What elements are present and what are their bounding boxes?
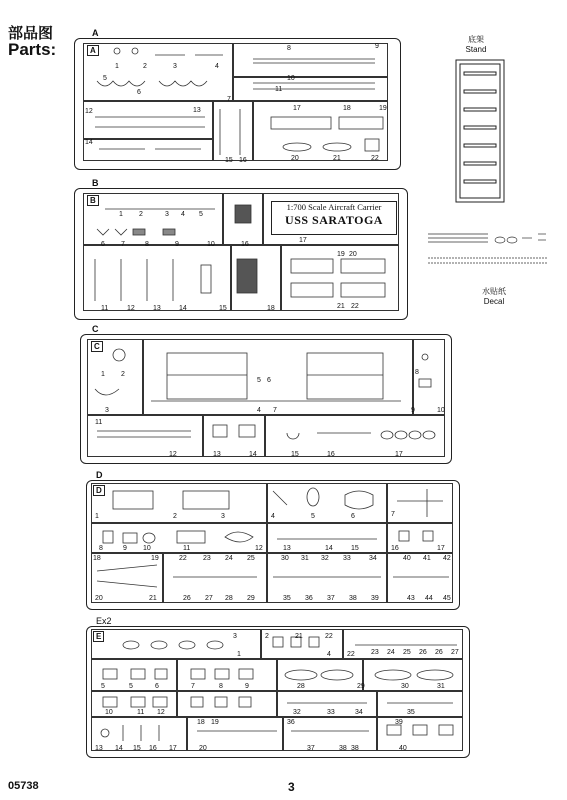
part-number: 2 (139, 211, 143, 218)
part-number: 3 (165, 211, 169, 218)
part-number: 9 (411, 407, 415, 414)
part-number: 41 (423, 555, 431, 562)
sprue-e-drawing (87, 627, 469, 757)
part-number: 18 (343, 105, 351, 112)
part-number: 6 (137, 89, 141, 96)
part-number: 17 (169, 745, 177, 752)
product-code: 05738 (8, 780, 39, 792)
part-number: 3 (105, 407, 109, 414)
part-number: 33 (343, 555, 351, 562)
part-number: 39 (371, 595, 379, 602)
part-number: 34 (355, 709, 363, 716)
part-number: 32 (321, 555, 329, 562)
stand-drawing (454, 58, 514, 208)
part-number: 25 (403, 649, 411, 656)
part-number: 5 (101, 683, 105, 690)
part-number: 14 (249, 451, 257, 458)
sprue-a-corner: A (87, 45, 99, 56)
part-number: 36 (305, 595, 313, 602)
part-number: 5 (129, 683, 133, 690)
sprue-e-multiplier: Ex2 (96, 616, 112, 626)
part-number: 38 (339, 745, 347, 752)
part-number: 22 (347, 651, 355, 658)
part-number: 13 (283, 545, 291, 552)
part-number: 20 (199, 745, 207, 752)
part-number: 15 (225, 157, 233, 164)
part-number: 44 (425, 595, 433, 602)
part-number: 19 (379, 105, 387, 112)
part-number: 16 (327, 451, 335, 458)
part-number: 4 (181, 211, 185, 218)
sprue-b-corner: B (87, 195, 99, 206)
part-number: 16 (391, 545, 399, 552)
part-number: 7 (191, 683, 195, 690)
sprue-a-drawing (75, 39, 400, 169)
part-number: 15 (351, 545, 359, 552)
part-number: 23 (371, 649, 379, 656)
part-number: 12 (169, 451, 177, 458)
plate-scale-text: 1:700 Scale Aircraft Carrier (286, 202, 382, 212)
part-number: 7 (391, 511, 395, 518)
part-number: 27 (205, 595, 213, 602)
sprue-e-frame (86, 626, 470, 758)
sprue-c-drawing (81, 335, 451, 463)
part-number: 9 (375, 43, 379, 50)
part-number: 10 (105, 709, 113, 716)
part-number: 35 (407, 709, 415, 716)
part-number: 38 (351, 745, 359, 752)
part-number: 29 (247, 595, 255, 602)
part-number: 20 (291, 155, 299, 162)
part-number: 9 (123, 545, 127, 552)
part-number: 25 (247, 555, 255, 562)
part-number: 17 (437, 545, 445, 552)
part-number: 10 (437, 407, 445, 414)
part-number: 10 (143, 545, 151, 552)
title-chinese: 部品图 (8, 24, 54, 42)
part-number: 4 (271, 513, 275, 520)
sprue-b-letter: B (92, 178, 99, 188)
part-number: 23 (203, 555, 211, 562)
part-number: 12 (255, 545, 263, 552)
part-number: 3 (173, 63, 177, 70)
part-number: 22 (351, 303, 359, 310)
part-number: 7 (273, 407, 277, 414)
part-number: 11 (101, 305, 109, 312)
part-number: 6 (155, 683, 159, 690)
part-number: 10 (207, 241, 215, 248)
part-number: 20 (349, 251, 357, 258)
part-number: 12 (127, 305, 135, 312)
part-number: 39 (395, 719, 403, 726)
part-number: 15 (219, 305, 227, 312)
part-number: 40 (399, 745, 407, 752)
part-number: 8 (145, 241, 149, 248)
part-number: 7 (121, 241, 125, 248)
part-number: 21 (337, 303, 345, 310)
part-number: 4 (257, 407, 261, 414)
part-number: 13 (95, 745, 103, 752)
part-number: 12 (157, 709, 165, 716)
part-number: 16 (239, 157, 247, 164)
sprue-d-letter: D (96, 470, 103, 480)
part-number: 30 (281, 555, 289, 562)
part-number: 19 (211, 719, 219, 726)
decal-label-en: Decal (483, 297, 505, 306)
sprue-b-drawing (75, 189, 407, 319)
sprue-b-frame (74, 188, 408, 320)
part-number: 1 (237, 651, 241, 658)
part-number: 37 (327, 595, 335, 602)
part-number: 14 (115, 745, 123, 752)
part-number: 13 (153, 305, 161, 312)
part-number: 35 (283, 595, 291, 602)
part-number: 19 (337, 251, 345, 258)
part-number: 24 (225, 555, 233, 562)
part-number: 8 (99, 545, 103, 552)
part-number: 14 (85, 139, 93, 146)
part-number: 43 (407, 595, 415, 602)
part-number: 26 (419, 649, 427, 656)
part-number: 5 (311, 513, 315, 520)
part-number: 21 (295, 633, 303, 640)
part-number: 3 (233, 633, 237, 640)
part-number: 31 (437, 683, 445, 690)
part-number: 5 (257, 377, 261, 384)
part-number: 13 (213, 451, 221, 458)
decal-label-cn: 水贴纸 (482, 287, 506, 296)
part-number: 2 (173, 513, 177, 520)
stand-label-en: Stand (465, 45, 487, 54)
part-number: 17 (395, 451, 403, 458)
part-number: 45 (443, 595, 451, 602)
part-number: 26 (183, 595, 191, 602)
sprue-c-frame (80, 334, 452, 464)
part-number: 16 (241, 241, 249, 248)
page-number: 3 (288, 780, 295, 794)
part-number: 8 (287, 45, 291, 52)
part-number: 36 (287, 719, 295, 726)
plate-ship-name: USS SARATOGA (285, 213, 383, 227)
part-number: 11 (183, 545, 191, 552)
part-number: 7 (227, 96, 231, 103)
part-number: 28 (225, 595, 233, 602)
part-number: 31 (301, 555, 309, 562)
part-number: 32 (293, 709, 301, 716)
part-number: 1 (115, 63, 119, 70)
part-number: 27 (451, 649, 459, 656)
part-number: 18 (197, 719, 205, 726)
sprue-e-corner: E (93, 631, 104, 642)
part-number: 9 (245, 683, 249, 690)
sprue-a-letter: A (92, 28, 99, 38)
sprue-c-corner: C (91, 341, 103, 352)
part-number: 34 (369, 555, 377, 562)
sprue-d-corner: D (93, 485, 105, 496)
sprue-d-frame (86, 480, 460, 610)
part-number: 33 (327, 709, 335, 716)
part-number: 2 (121, 371, 125, 378)
part-number: 10 (287, 75, 295, 82)
part-number: 11 (275, 86, 283, 93)
part-number: 3 (221, 513, 225, 520)
title-english: Parts: (8, 40, 57, 59)
part-number: 13 (193, 107, 201, 114)
part-number: 8 (415, 369, 419, 376)
part-number: 22 (179, 555, 187, 562)
part-number: 18 (93, 555, 101, 562)
part-number: 21 (333, 155, 341, 162)
part-number: 22 (325, 633, 333, 640)
decal-sheet (428, 230, 558, 270)
part-number: 37 (307, 745, 315, 752)
part-number: 16 (149, 745, 157, 752)
part-number: 22 (371, 155, 379, 162)
part-number: 14 (179, 305, 187, 312)
sprue-c-letter: C (92, 324, 99, 334)
part-number: 5 (199, 211, 203, 218)
part-number: 6 (267, 377, 271, 384)
part-number: 11 (137, 709, 145, 716)
part-number: 20 (95, 595, 103, 602)
part-number: 17 (299, 237, 307, 244)
part-number: 14 (325, 545, 333, 552)
part-number: 6 (101, 241, 105, 248)
part-number: 28 (297, 683, 305, 690)
part-number: 8 (219, 683, 223, 690)
part-number: 17 (293, 105, 301, 112)
part-number: 29 (357, 683, 365, 690)
part-number: 21 (149, 595, 157, 602)
part-number: 1 (119, 211, 123, 218)
part-number: 2 (265, 633, 269, 640)
part-number: 38 (349, 595, 357, 602)
part-number: 26 (435, 649, 443, 656)
part-number: 12 (85, 108, 93, 115)
part-number: 42 (443, 555, 451, 562)
part-number: 4 (327, 651, 331, 658)
sprue-a-frame (74, 38, 401, 170)
part-number: 4 (215, 63, 219, 70)
part-number: 24 (387, 649, 395, 656)
part-number: 1 (95, 513, 99, 520)
part-number: 19 (151, 555, 159, 562)
part-number: 9 (175, 241, 179, 248)
part-number: 6 (351, 513, 355, 520)
part-number: 11 (95, 419, 103, 426)
part-number: 2 (143, 63, 147, 70)
part-number: 5 (103, 75, 107, 82)
part-number: 18 (267, 305, 275, 312)
part-number: 30 (401, 683, 409, 690)
part-number: 1 (101, 371, 105, 378)
part-number: 15 (133, 745, 141, 752)
part-number: 15 (291, 451, 299, 458)
stand-label-cn: 底架 (468, 35, 484, 44)
part-number: 40 (403, 555, 411, 562)
